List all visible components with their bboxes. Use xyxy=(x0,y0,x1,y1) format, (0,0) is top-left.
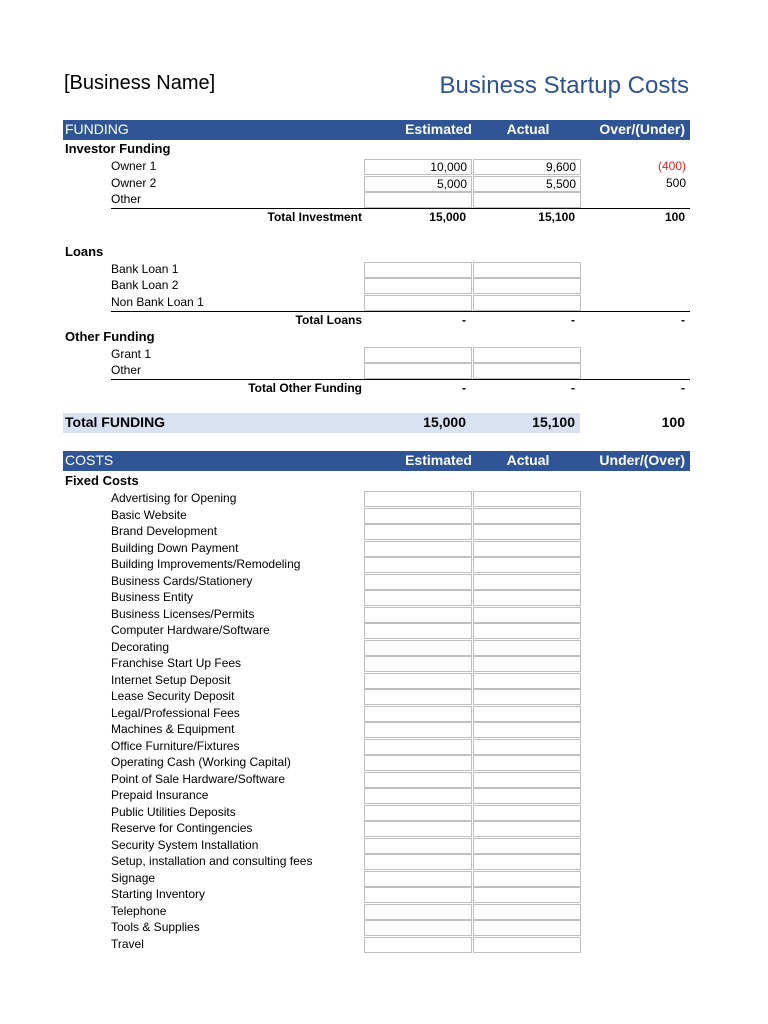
actual-cell[interactable] xyxy=(473,262,581,278)
fixed-cost-label: Computer Hardware/Software xyxy=(111,623,270,637)
actual-cell[interactable] xyxy=(473,557,581,573)
actual-cell[interactable] xyxy=(473,673,581,689)
fixed-cost-label: Business Licenses/Permits xyxy=(111,607,255,621)
total-funding-estimated: 15,000 xyxy=(423,414,466,430)
loans-title: Loans xyxy=(65,244,104,259)
estimated-cell[interactable] xyxy=(364,722,472,738)
actual-cell[interactable] xyxy=(473,755,581,771)
over-under-column-header: Over/(Under) xyxy=(599,121,685,137)
estimated-cell[interactable] xyxy=(364,192,472,208)
estimated-cell[interactable] xyxy=(364,363,472,379)
fixed-cost-label: Business Cards/Stationery xyxy=(111,574,253,588)
row-label: Owner 1 xyxy=(111,159,157,173)
actual-cell[interactable] xyxy=(473,590,581,606)
actual-cell[interactable] xyxy=(473,920,581,936)
fixed-cost-label: Legal/Professional Fees xyxy=(111,706,240,720)
actual-cell[interactable] xyxy=(473,607,581,623)
actual-column-header: Actual xyxy=(506,121,550,137)
estimated-cell[interactable]: 10,000 xyxy=(364,159,472,175)
total-divider xyxy=(111,379,690,380)
total-loans-diff: - xyxy=(681,313,685,327)
actual-cell[interactable] xyxy=(473,295,581,311)
fixed-cost-label: Signage xyxy=(111,871,156,885)
estimated-cell[interactable] xyxy=(364,557,472,573)
fixed-cost-label: Machines & Equipment xyxy=(111,722,235,736)
actual-cell[interactable] xyxy=(473,722,581,738)
fixed-cost-label: Telephone xyxy=(111,904,167,918)
estimated-cell[interactable] xyxy=(364,508,472,524)
fixed-cost-label: Building Down Payment xyxy=(111,541,239,555)
estimated-cell[interactable] xyxy=(364,821,472,837)
fixed-cost-label: Building Improvements/Remodeling xyxy=(111,557,301,571)
total-investment-diff: 100 xyxy=(664,210,685,224)
estimated-cell[interactable] xyxy=(364,772,472,788)
row-label: Non Bank Loan 1 xyxy=(111,295,204,309)
estimated-cell[interactable] xyxy=(364,871,472,887)
fixed-cost-label: Setup, installation and consulting fees xyxy=(111,854,313,868)
fixed-cost-label: Prepaid Insurance xyxy=(111,788,209,802)
estimated-cell[interactable] xyxy=(364,574,472,590)
actual-cell[interactable] xyxy=(473,871,581,887)
fixed-cost-label: Tools & Supplies xyxy=(111,920,200,934)
total-investment-estimated: 15,000 xyxy=(429,210,466,224)
estimated-cell[interactable] xyxy=(364,854,472,870)
estimated-column-header: Estimated xyxy=(405,121,472,137)
fixed-costs-title: Fixed Costs xyxy=(65,473,139,488)
estimated-cell[interactable] xyxy=(364,524,472,540)
over-under-value: (400) xyxy=(657,159,686,173)
document-title: Business Startup Costs xyxy=(439,72,689,99)
actual-cell[interactable] xyxy=(473,739,581,755)
estimated-cell[interactable] xyxy=(364,937,472,953)
fixed-cost-label: Decorating xyxy=(111,640,170,654)
funding-header-bar xyxy=(63,120,690,140)
actual-cell[interactable] xyxy=(473,508,581,524)
total-other-funding-label: Total Other Funding xyxy=(248,381,362,395)
actual-cell[interactable] xyxy=(473,706,581,722)
estimated-cell[interactable] xyxy=(364,706,472,722)
estimated-cell[interactable] xyxy=(364,590,472,606)
row-label: Owner 2 xyxy=(111,176,157,190)
estimated-cell[interactable] xyxy=(364,739,472,755)
total-investment-label: Total Investment xyxy=(267,210,362,224)
fixed-cost-label: Brand Development xyxy=(111,524,218,538)
total-other-actual: - xyxy=(571,381,575,395)
estimated-cell[interactable] xyxy=(364,491,472,507)
actual-cell[interactable] xyxy=(473,854,581,870)
actual-cell[interactable] xyxy=(473,541,581,557)
estimated-cell[interactable] xyxy=(364,805,472,821)
estimated-cell[interactable]: 5,000 xyxy=(364,176,472,192)
fixed-cost-label: Office Furniture/Fixtures xyxy=(111,739,240,753)
fixed-cost-label: Starting Inventory xyxy=(111,887,206,901)
estimated-cell[interactable] xyxy=(364,656,472,672)
estimated-column-header: Estimated xyxy=(405,452,472,468)
actual-cell[interactable] xyxy=(473,788,581,804)
costs-header-bar xyxy=(63,451,690,471)
total-funding-diff: 100 xyxy=(661,414,685,430)
total-loans-estimated: - xyxy=(462,313,466,327)
total-investment-actual: 15,100 xyxy=(538,210,575,224)
funding-label: FUNDING xyxy=(65,121,129,137)
estimated-cell[interactable] xyxy=(364,920,472,936)
under-over-column-header: Under/(Over) xyxy=(599,452,685,468)
total-funding-actual: 15,100 xyxy=(532,414,575,430)
business-name[interactable]: [Business Name] xyxy=(64,72,216,94)
row-label: Bank Loan 2 xyxy=(111,278,179,292)
actual-cell[interactable] xyxy=(473,805,581,821)
fixed-cost-label: Operating Cash (Working Capital) xyxy=(111,755,291,769)
estimated-cell[interactable] xyxy=(364,295,472,311)
estimated-cell[interactable] xyxy=(364,262,472,278)
actual-cell[interactable] xyxy=(473,772,581,788)
total-other-estimated: - xyxy=(462,381,466,395)
costs-label: COSTS xyxy=(65,452,114,468)
actual-cell[interactable]: 9,600 xyxy=(473,159,581,175)
fixed-cost-label: Basic Website xyxy=(111,508,187,522)
over-under-value: 500 xyxy=(665,176,686,190)
actual-cell[interactable] xyxy=(473,904,581,920)
fixed-cost-label: Point of Sale Hardware/Software xyxy=(111,772,286,786)
other-funding-title: Other Funding xyxy=(65,329,155,344)
estimated-cell[interactable] xyxy=(364,689,472,705)
fixed-cost-label: Reserve for Contingencies xyxy=(111,821,253,835)
total-funding-label: Total FUNDING xyxy=(65,414,166,430)
row-label: Grant 1 xyxy=(111,347,152,361)
actual-cell[interactable] xyxy=(473,887,581,903)
actual-cell[interactable] xyxy=(473,192,581,208)
estimated-cell[interactable] xyxy=(364,788,472,804)
total-divider xyxy=(111,311,690,312)
estimated-cell[interactable] xyxy=(364,755,472,771)
fixed-cost-label: Advertising for Opening xyxy=(111,491,237,505)
actual-cell[interactable] xyxy=(473,574,581,590)
actual-cell[interactable] xyxy=(473,838,581,854)
total-other-diff: - xyxy=(681,381,685,395)
fixed-cost-label: Franchise Start Up Fees xyxy=(111,656,242,670)
actual-cell[interactable] xyxy=(473,821,581,837)
estimated-cell[interactable] xyxy=(364,607,472,623)
actual-column-header: Actual xyxy=(506,452,550,468)
actual-cell[interactable] xyxy=(473,347,581,363)
actual-cell[interactable] xyxy=(473,656,581,672)
actual-cell[interactable] xyxy=(473,640,581,656)
estimated-cell[interactable] xyxy=(364,904,472,920)
fixed-cost-label: Internet Setup Deposit xyxy=(111,673,231,687)
estimated-cell[interactable] xyxy=(364,623,472,639)
row-label: Other xyxy=(111,363,142,377)
estimated-cell[interactable] xyxy=(364,838,472,854)
fixed-cost-label: Business Entity xyxy=(111,590,194,604)
row-label: Other xyxy=(111,192,142,206)
estimated-cell[interactable] xyxy=(364,673,472,689)
total-loans-actual: - xyxy=(571,313,575,327)
actual-cell[interactable] xyxy=(473,491,581,507)
estimated-cell[interactable] xyxy=(364,347,472,363)
actual-cell[interactable] xyxy=(473,937,581,953)
total-divider xyxy=(111,208,690,209)
row-label: Bank Loan 1 xyxy=(111,262,179,276)
actual-cell[interactable]: 5,500 xyxy=(473,176,581,192)
estimated-cell[interactable] xyxy=(364,541,472,557)
actual-cell[interactable] xyxy=(473,278,581,294)
fixed-cost-label: Lease Security Deposit xyxy=(111,689,235,703)
actual-cell[interactable] xyxy=(473,623,581,639)
actual-cell[interactable] xyxy=(473,524,581,540)
estimated-cell[interactable] xyxy=(364,640,472,656)
estimated-cell[interactable] xyxy=(364,887,472,903)
estimated-cell[interactable] xyxy=(364,278,472,294)
total-loans-label: Total Loans xyxy=(295,313,362,327)
investor-funding-title: Investor Funding xyxy=(65,141,171,156)
fixed-cost-label: Public Utilities Deposits xyxy=(111,805,236,819)
actual-cell[interactable] xyxy=(473,363,581,379)
fixed-cost-label: Travel xyxy=(111,937,144,951)
fixed-cost-label: Security System Installation xyxy=(111,838,259,852)
actual-cell[interactable] xyxy=(473,689,581,705)
